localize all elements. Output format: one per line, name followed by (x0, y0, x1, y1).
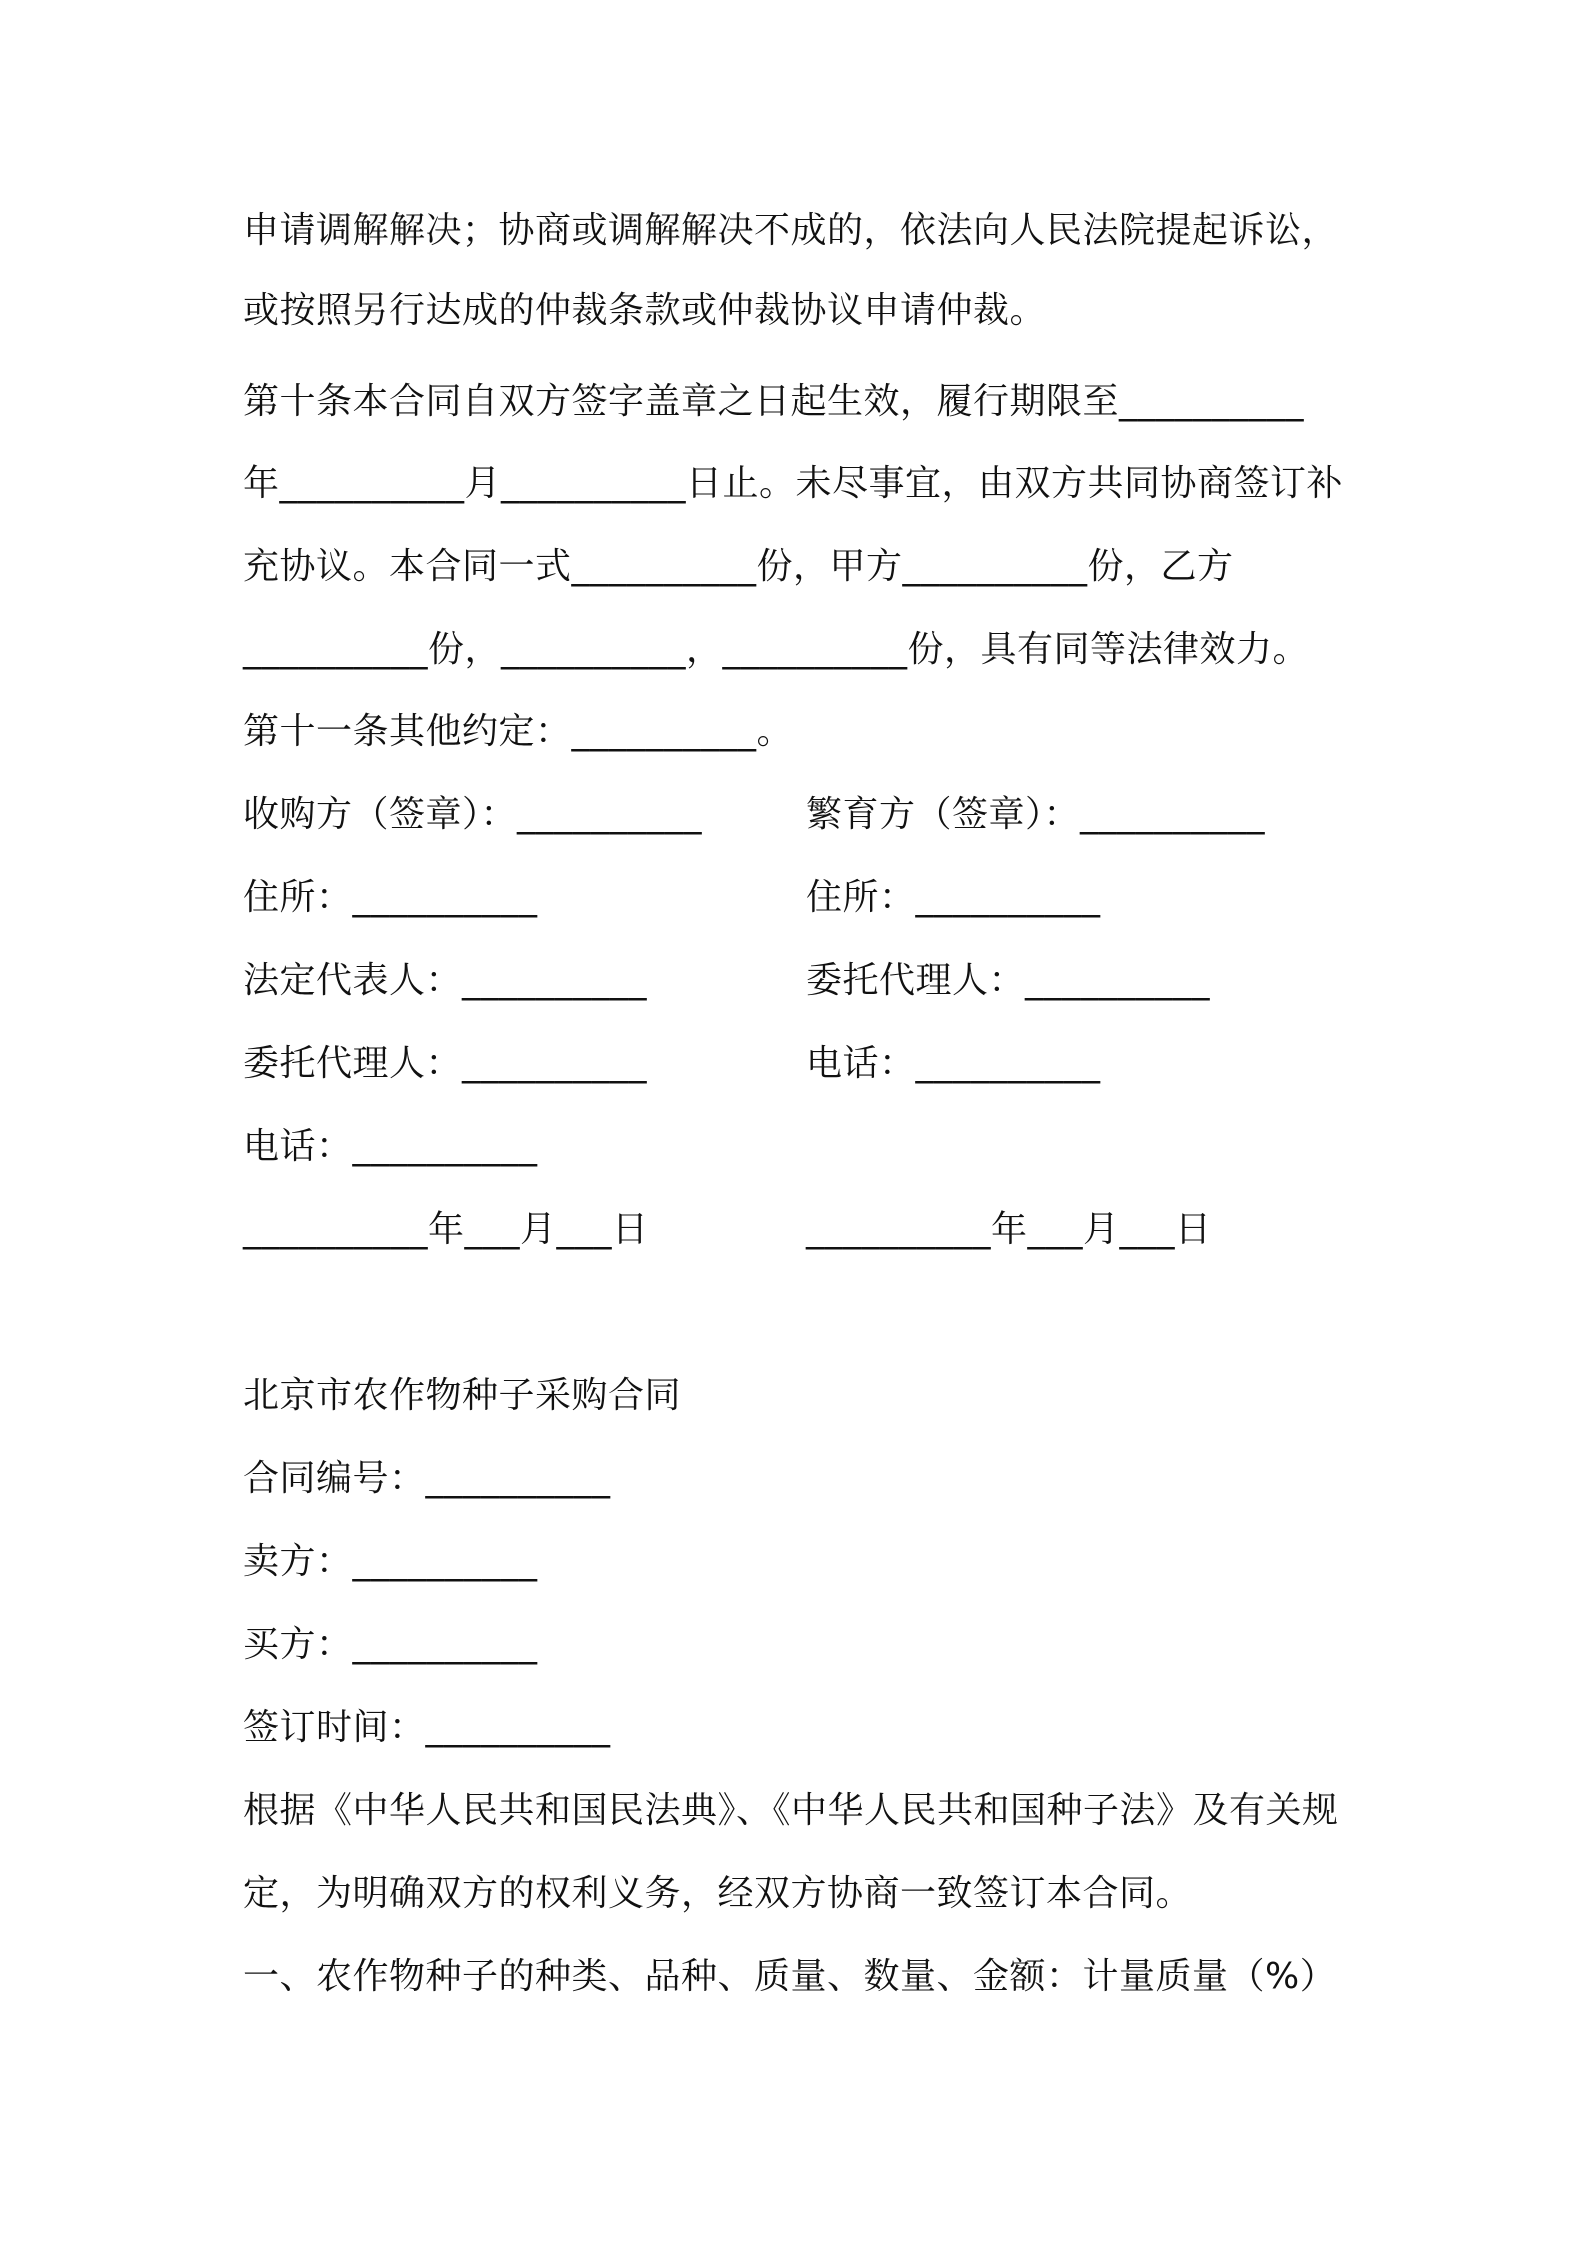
basis-line-2: 定，为明确双方的权利义务，经双方协商一致签订本合同。 (243, 1873, 1193, 1914)
article10-line-1: 第十条本合同自双方签字盖章之日起生效，履行期限至__________ (243, 381, 1305, 422)
buyer-phone: 电话：__________ (243, 1126, 538, 1167)
breeder-agent: 委托代理人：__________ (806, 960, 1211, 1001)
buyer-address: 住所：__________ (243, 877, 538, 918)
breeder-date: __________年___月___日 (806, 1209, 1212, 1250)
continuation-line-2: 或按照另行达成的仲裁条款或仲裁协议申请仲裁。 (243, 290, 1047, 331)
article10-line-4: __________份，__________，__________份，具有同等法律效力。 (243, 629, 1310, 670)
section-1-heading: 一、农作物种子的种类、品种、质量、数量、金额：计量质量（%） (243, 1956, 1337, 1997)
purchaser-field: 买方：__________ (243, 1624, 538, 1665)
breeder-signature: 繁育方（签章）：__________ (806, 794, 1266, 835)
buyer-legal-rep: 法定代表人：__________ (243, 960, 648, 1001)
article10-line-3: 充协议。本合同一式__________份，甲方__________份，乙方 (243, 546, 1234, 587)
buyer-date: __________年___月___日 (243, 1209, 649, 1250)
sign-time-field: 签订时间：__________ (243, 1707, 611, 1748)
seller-field: 卖方：__________ (243, 1541, 538, 1582)
contract-title: 北京市农作物种子采购合同 (243, 1375, 682, 1416)
contract-number: 合同编号：__________ (243, 1458, 611, 1499)
article10-line-2: 年__________月__________日止。未尽事宜，由双方共同协商签订补 (243, 463, 1344, 504)
article11-line: 第十一条其他约定：__________。 (243, 711, 794, 752)
buyer-signature: 收购方（签章）：__________ (243, 794, 703, 835)
breeder-address: 住所：__________ (806, 877, 1101, 918)
breeder-phone: 电话：__________ (806, 1043, 1101, 1084)
basis-line-1: 根据《中华人民共和国民法典》、《中华人民共和国种子法》及有关规 (243, 1790, 1339, 1831)
continuation-line-1: 申请调解解决；协商或调解解决不成的，依法向人民法院提起诉讼， (243, 210, 1339, 251)
buyer-agent: 委托代理人：__________ (243, 1043, 648, 1084)
